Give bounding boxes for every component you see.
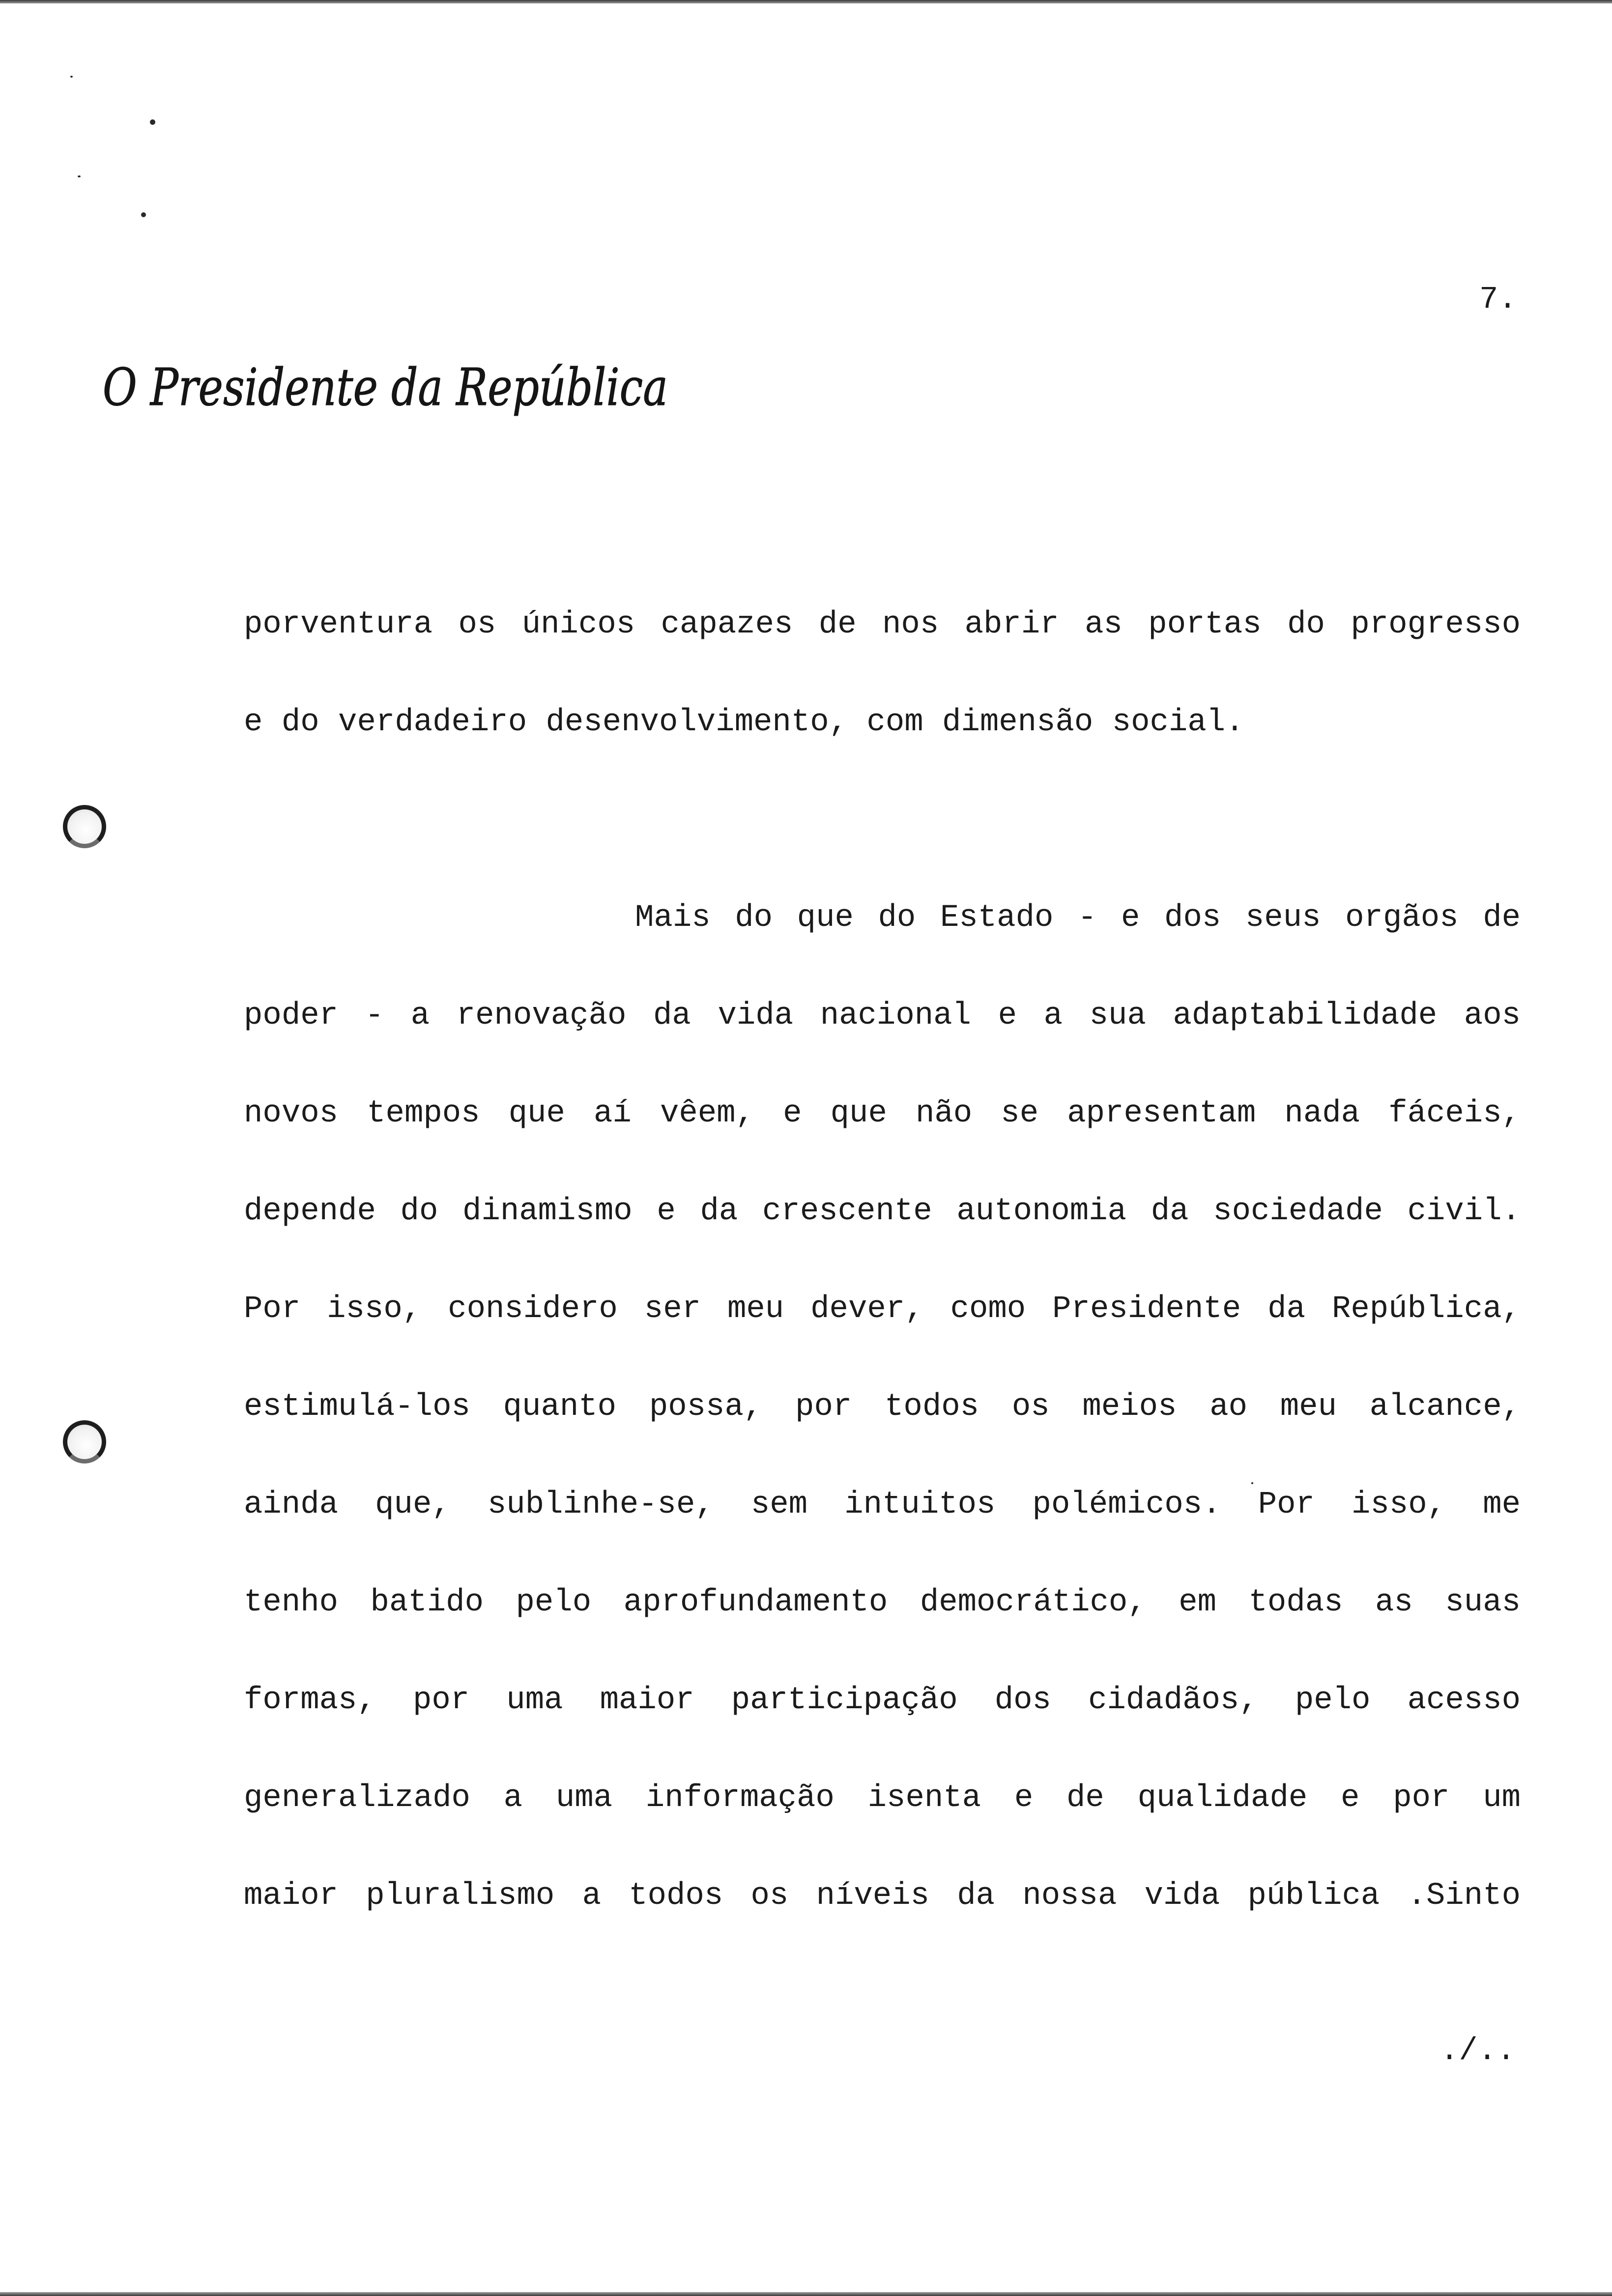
scan-speck bbox=[141, 212, 146, 217]
paragraph-gap bbox=[244, 772, 1521, 869]
punch-hole bbox=[63, 1420, 106, 1464]
paragraph-2-line: poder - a renovação da vida nacional e a sua adaptabilidade aos bbox=[244, 998, 1521, 1033]
letterhead-script: O Presidente da República bbox=[103, 357, 668, 417]
paragraph-2-line: tenho batido pelo aprofundamento democrático, em todas as suas bbox=[244, 1585, 1521, 1620]
scan-top-edge bbox=[0, 0, 1612, 3]
paragraph-2-line: generalizado a uma informação isenta e de qualidade e por um bbox=[244, 1780, 1521, 1816]
scan-bottom-edge bbox=[0, 2292, 1612, 2296]
paragraph-2-line: depende do dinamismo e da crescente autonomia da sociedade civil. bbox=[244, 1194, 1521, 1229]
letterhead bbox=[101, 354, 681, 428]
paragraph-2-line: novos tempos que aí vêem, e que não se apresentam nada fáceis, bbox=[244, 1096, 1521, 1131]
paragraph-1-line: e do verdadeiro desenvolvimento, com dimensão social. bbox=[244, 705, 1244, 740]
paragraph-2-line: maior pluralismo a todos os níveis da nossa vida pública .Sinto bbox=[244, 1878, 1521, 1914]
paragraph-2-line: Mais do que do Estado - e dos seus orgãos de bbox=[635, 900, 1521, 936]
paragraph-2-line: estimulá-los quanto possa, por todos os meios ao meu alcance, bbox=[244, 1389, 1521, 1425]
scan-speck bbox=[70, 76, 73, 78]
continuation-mark: ./.. bbox=[1440, 2034, 1516, 2069]
letterhead-script-image bbox=[101, 354, 681, 428]
scan-speck bbox=[78, 175, 81, 177]
body-text bbox=[244, 576, 1521, 1945]
paragraph-2-line: Por isso, considero ser meu dever, como Presidente da República, bbox=[244, 1292, 1521, 1327]
page-number: 7. bbox=[1479, 282, 1517, 317]
paragraph-2-line: ainda que, sublinhe-se, sem intuitos polémicos. Por isso, me bbox=[244, 1487, 1521, 1522]
punch-hole bbox=[63, 805, 106, 848]
paragraph-1-line: porventura os únicos capazes de nos abrir as portas do progresso bbox=[244, 607, 1521, 642]
paragraph-2-line: formas, por uma maior participação dos cidadãos, pelo acesso bbox=[244, 1683, 1521, 1718]
scan-speck bbox=[150, 119, 155, 125]
